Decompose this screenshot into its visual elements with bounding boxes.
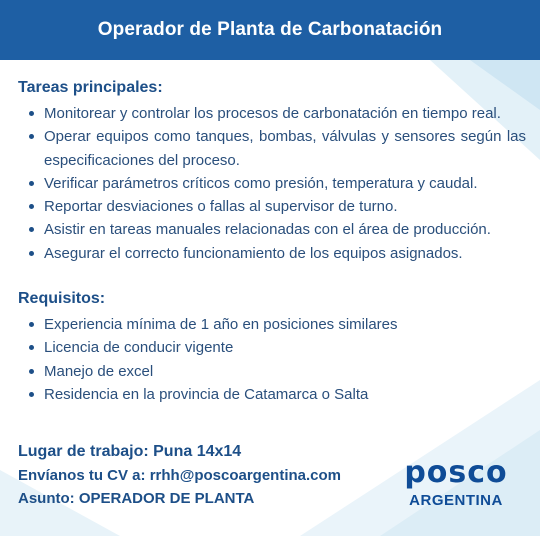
- cv-email-text: Envíanos tu CV a: rrhh@poscoargentina.com: [18, 467, 342, 484]
- page-title: Operador de Planta de Carbonatación: [97, 19, 443, 40]
- logo-subtitle: ARGENTINA: [409, 492, 503, 509]
- list-item: Manejo de excel: [18, 360, 526, 383]
- workplace-text: Lugar de trabajo: Puna 14x14: [18, 443, 242, 460]
- main-content: [18, 78, 526, 406]
- tasks-heading: Tareas principales:: [18, 79, 163, 96]
- header-banner: [0, 0, 540, 60]
- list-item: Licencia de conducir vigente: [18, 336, 526, 359]
- subject-text: Asunto: OPERADOR DE PLANTA: [18, 490, 255, 507]
- contact-info: [18, 440, 341, 510]
- list-item: Residencia en la provincia de Catamarca o Salta: [18, 383, 526, 406]
- logo-wordmark: posco: [404, 455, 508, 490]
- list-item: Asistir en tareas manuales relacionadas con el área de producción.: [18, 218, 526, 241]
- list-item: Operar equipos como tanques, bombas, válvulas y sensores según las especificaciones del proceso.: [18, 125, 526, 172]
- requirements-list: [18, 313, 526, 406]
- list-item: Monitorear y controlar los procesos de carbonatación en tiempo real.: [18, 102, 526, 125]
- requirements-heading: Requisitos:: [18, 290, 106, 308]
- posco-logo: [396, 455, 516, 509]
- tasks-list: [18, 102, 526, 265]
- list-item: Verificar parámetros críticos como presión, temperatura y caudal.: [18, 172, 526, 195]
- list-item: Reportar desviaciones o fallas al supervisor de turno.: [18, 195, 526, 218]
- list-item: Asegurar el correcto funcionamiento de los equipos asignados.: [18, 242, 526, 265]
- list-item: Experiencia mínima de 1 año en posiciones similares: [18, 313, 526, 336]
